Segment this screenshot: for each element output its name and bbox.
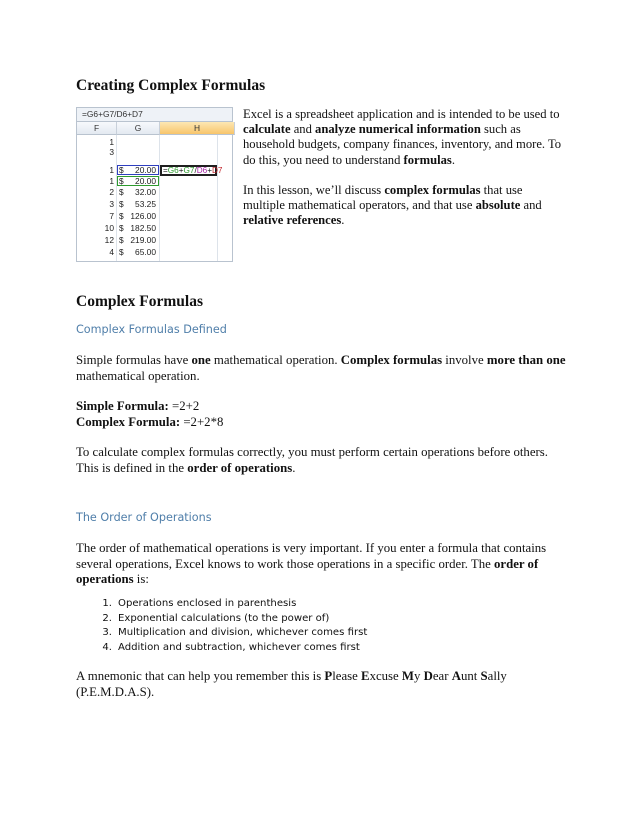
- table-row: 1 $ 20.00: [109, 175, 156, 186]
- subheading-complex-formulas-defined: Complex Formulas Defined: [76, 323, 227, 336]
- formula-bar: =G6+G7/D6+D7: [77, 108, 232, 122]
- paragraph-complex-definition: Simple formulas have one mathematical operation. Complex formulas involve more than one mathematical operation.: [76, 353, 566, 383]
- list-item: 4. Addition and subtraction, whichever comes first: [102, 641, 360, 653]
- formula-edit-cell[interactable]: =G6+G7/D6+D7: [160, 165, 217, 176]
- simple-formula-line: Simple Formula: =2+2: [76, 399, 200, 414]
- table-row: 1 $ 20.00: [109, 165, 156, 175]
- table-row: 4 $ 65.00: [109, 247, 156, 257]
- mnemonic-paragraph: A mnemonic that can help you remember this is Please Excuse My Dear Aunt Sally (P.E.M.D.A.S).: [76, 669, 507, 699]
- intro-paragraph-2: In this lesson, we’ll discuss complex formulas that use multiple mathematical operators, and that use absolute and relative references.: [243, 182, 542, 228]
- complex-formula-line: Complex Formula: =2+2*8: [76, 414, 224, 429]
- page-title: Creating Complex Formulas: [76, 77, 266, 94]
- subheading-order-of-operations: The Order of Operations: [76, 511, 212, 524]
- table-row: 3: [109, 147, 114, 158]
- column-header-f: F: [77, 122, 117, 135]
- table-row: 10 $ 182.50: [104, 223, 156, 233]
- table-row: 1: [109, 137, 114, 147]
- column-header-g: G: [117, 122, 160, 135]
- table-row: 12 $ 219.00: [104, 235, 156, 245]
- paragraph-order-intro: To calculate complex formulas correctly, you must perform certain operations before others. This is defined in the order of operations.: [76, 445, 548, 475]
- list-item: 3. Multiplication and division, whichever comes first: [102, 627, 368, 639]
- table-row: 2 $ 32.00: [109, 187, 156, 197]
- order-of-operations-list: [94, 597, 534, 655]
- intro-text: [243, 107, 567, 228]
- list-item: 1. Operations enclosed in parenthesis: [102, 598, 297, 609]
- body-block-2: [76, 541, 566, 588]
- table-row: 7 $ 126.00: [109, 211, 156, 221]
- body-block-1: [76, 353, 566, 477]
- section-heading: Complex Formulas: [76, 293, 204, 310]
- paragraph-order-importance: The order of mathematical operations is very important. If you enter a formula that contains several operations, Excel knows to work those operations in a specific order. The order of operations is:: [76, 541, 547, 587]
- list-item: 2. Exponential calculations (to the power of): [102, 612, 330, 624]
- intro-paragraph-1: Excel is a spreadsheet application and is intended to be used to calculate and analyze numerical information such as household budgets, company finances, inventory, and more. To do this, you need to understand formulas.: [243, 107, 562, 167]
- spreadsheet-image: [76, 107, 233, 262]
- table-row: 3 $ 53.25: [109, 199, 156, 209]
- column-header-h: H: [160, 122, 235, 135]
- mnemonic-block: [76, 669, 566, 700]
